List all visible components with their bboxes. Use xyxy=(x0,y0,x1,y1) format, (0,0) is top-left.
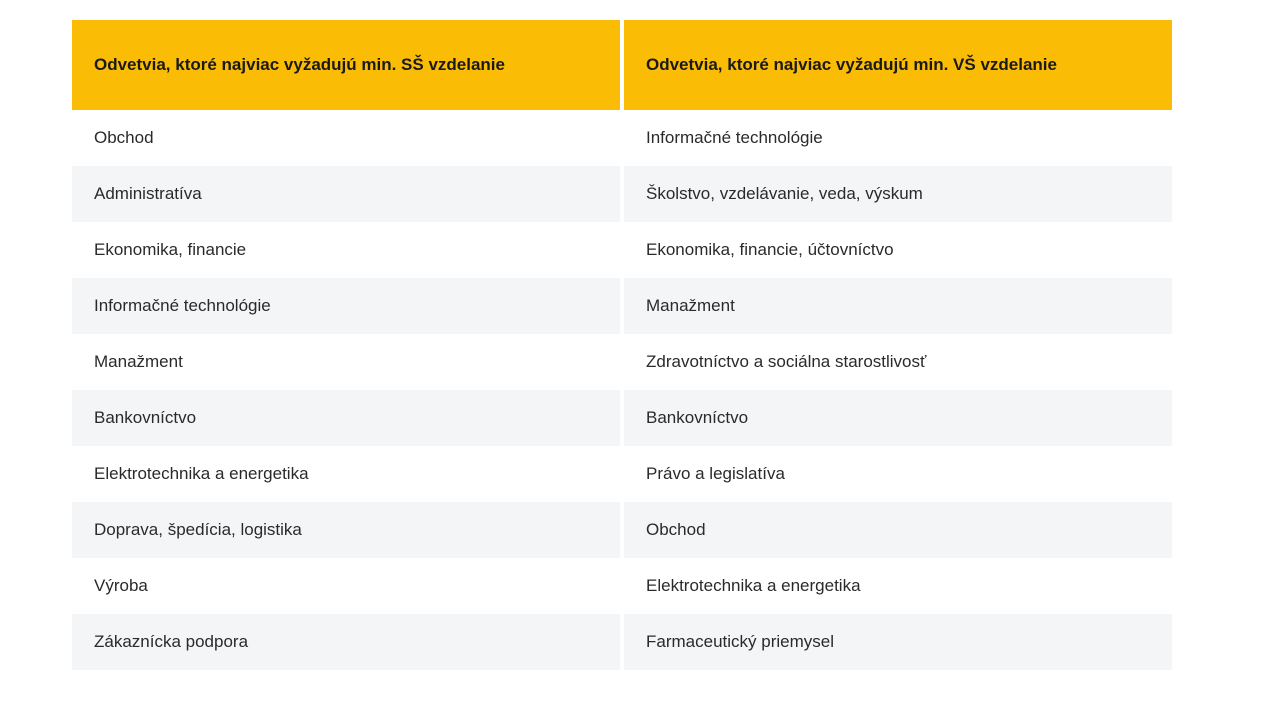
cell-secondary: Elektrotechnika a energetika xyxy=(72,446,620,502)
cell-university: Elektrotechnika a energetika xyxy=(624,558,1172,614)
cell-secondary: Informačné technológie xyxy=(72,278,620,334)
table-row xyxy=(72,614,1172,670)
cell-university: Farmaceutický priemysel xyxy=(624,614,1172,670)
table-row xyxy=(72,278,1172,334)
industries-table xyxy=(68,20,1176,670)
table-header xyxy=(72,20,1172,110)
cell-university: Bankovníctvo xyxy=(624,390,1172,446)
table-body xyxy=(72,110,1172,670)
cell-secondary: Zákaznícka podpora xyxy=(72,614,620,670)
cell-university: Manažment xyxy=(624,278,1172,334)
cell-university: Obchod xyxy=(624,502,1172,558)
cell-secondary: Ekonomika, financie xyxy=(72,222,620,278)
header-row xyxy=(72,20,1172,110)
header-university-education: Odvetvia, ktoré najviac vyžadujú min. VŠ vzdelanie xyxy=(624,20,1172,110)
industries-table-container xyxy=(72,20,1172,670)
cell-secondary: Manažment xyxy=(72,334,620,390)
table-row xyxy=(72,502,1172,558)
cell-university: Informačné technológie xyxy=(624,110,1172,166)
cell-secondary: Obchod xyxy=(72,110,620,166)
table-row xyxy=(72,446,1172,502)
table-row xyxy=(72,390,1172,446)
table-row xyxy=(72,166,1172,222)
table-row xyxy=(72,110,1172,166)
cell-university: Zdravotníctvo a sociálna starostlivosť xyxy=(624,334,1172,390)
cell-university: Školstvo, vzdelávanie, veda, výskum xyxy=(624,166,1172,222)
cell-university: Právo a legislatíva xyxy=(624,446,1172,502)
cell-secondary: Administratíva xyxy=(72,166,620,222)
header-secondary-education: Odvetvia, ktoré najviac vyžadujú min. SŠ vzdelanie xyxy=(72,20,620,110)
cell-secondary: Výroba xyxy=(72,558,620,614)
cell-secondary: Bankovníctvo xyxy=(72,390,620,446)
table-row xyxy=(72,334,1172,390)
table-row xyxy=(72,222,1172,278)
cell-secondary: Doprava, špedícia, logistika xyxy=(72,502,620,558)
cell-university: Ekonomika, financie, účtovníctvo xyxy=(624,222,1172,278)
table-row xyxy=(72,558,1172,614)
